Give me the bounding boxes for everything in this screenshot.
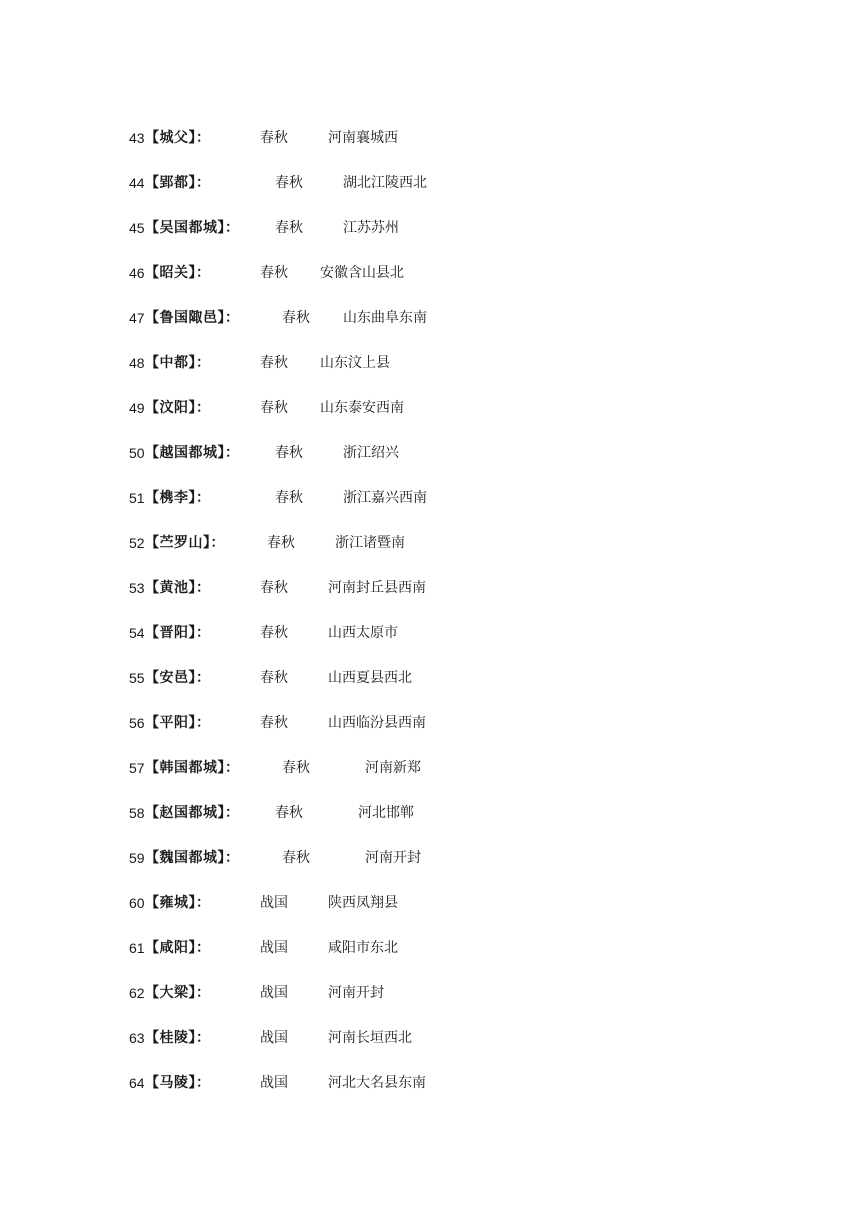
- period: 春秋: [275, 805, 303, 821]
- location: 河南封丘县西南: [328, 580, 426, 596]
- place-name: 【赵国都城】：: [145, 805, 240, 821]
- place-name: 【黄池】：: [145, 580, 211, 596]
- place-name: 【桂陵】：: [145, 1030, 211, 1046]
- location: 浙江诸暨南: [335, 535, 405, 551]
- location: 山东泰安西南: [320, 400, 404, 416]
- location: 山东曲阜东南: [343, 310, 427, 326]
- location: 河南新郑: [365, 760, 421, 776]
- entry-number: 51: [129, 490, 145, 506]
- location: 浙江绍兴: [343, 445, 399, 461]
- entry-number: 52: [129, 535, 145, 551]
- location: 江苏苏州: [343, 220, 399, 236]
- location: 河南襄城西: [328, 130, 398, 146]
- entry-number: 46: [129, 265, 145, 281]
- entry-number: 58: [129, 805, 145, 821]
- entry-number: 45: [129, 220, 145, 236]
- period: 春秋: [260, 670, 288, 686]
- period: 战国: [260, 940, 288, 956]
- place-name: 【鲁国陬邑】：: [145, 310, 240, 326]
- place-name: 【中都】：: [145, 355, 211, 371]
- place-name: 【城父】：: [145, 130, 211, 146]
- place-name: 【雍城】：: [145, 895, 211, 911]
- entry-number: 57: [129, 760, 145, 776]
- entry-number: 53: [129, 580, 145, 596]
- entry-number: 44: [129, 175, 145, 191]
- entry-number: 63: [129, 1030, 145, 1046]
- period: 春秋: [275, 175, 303, 191]
- location: 咸阳市东北: [328, 940, 398, 956]
- period: 春秋: [275, 445, 303, 461]
- entry-number: 43: [129, 130, 145, 146]
- period: 春秋: [282, 850, 310, 866]
- location: 河北邯郸: [358, 805, 414, 821]
- place-name: 【汶阳】：: [145, 400, 211, 416]
- place-name: 【咸阳】：: [145, 940, 211, 956]
- place-name: 【郢都】：: [145, 175, 211, 191]
- entry-number: 62: [129, 985, 145, 1001]
- location: 浙江嘉兴西南: [343, 490, 427, 506]
- period: 春秋: [260, 355, 288, 371]
- period: 战国: [260, 985, 288, 1001]
- place-name: 【晋阳】：: [145, 625, 211, 641]
- place-name: 【越国都城】：: [145, 445, 240, 461]
- entry-number: 55: [129, 670, 145, 686]
- location: 陕西凤翔县: [328, 895, 398, 911]
- location: 河南长垣西北: [328, 1030, 412, 1046]
- location: 河南开封: [365, 850, 421, 866]
- period: 春秋: [260, 265, 288, 281]
- period: 春秋: [260, 580, 288, 596]
- entry-number: 48: [129, 355, 145, 371]
- period: 春秋: [282, 760, 310, 776]
- place-name: 【大梁】：: [145, 985, 211, 1001]
- place-name: 【昭关】：: [145, 265, 211, 281]
- location: 河南开封: [328, 985, 384, 1001]
- entry-number: 61: [129, 940, 145, 956]
- place-name: 【槜李】：: [145, 490, 211, 506]
- period: 春秋: [260, 625, 288, 641]
- place-name: 【吴国都城】：: [145, 220, 240, 236]
- period: 春秋: [282, 310, 310, 326]
- place-name: 【魏国都城】：: [145, 850, 240, 866]
- period: 战国: [260, 1030, 288, 1046]
- period: 春秋: [260, 400, 288, 416]
- location: 山西临汾县西南: [328, 715, 426, 731]
- period: 春秋: [275, 220, 303, 236]
- period: 春秋: [267, 535, 295, 551]
- location: 安徽含山县北: [320, 265, 404, 281]
- entry-number: 54: [129, 625, 145, 641]
- entry-number: 56: [129, 715, 145, 731]
- period: 春秋: [260, 130, 288, 146]
- location: 河北大名县东南: [328, 1075, 426, 1091]
- period: 战国: [260, 1075, 288, 1091]
- entry-number: 64: [129, 1075, 145, 1091]
- place-name: 【平阳】：: [145, 715, 211, 731]
- entry-number: 49: [129, 400, 145, 416]
- location: 湖北江陵西北: [343, 175, 427, 191]
- period: 春秋: [275, 490, 303, 506]
- period: 战国: [260, 895, 288, 911]
- entry-number: 59: [129, 850, 145, 866]
- place-name: 【韩国都城】：: [145, 760, 240, 776]
- entry-number: 60: [129, 895, 145, 911]
- place-name: 【马陵】：: [145, 1075, 211, 1091]
- location: 山西夏县西北: [328, 670, 412, 686]
- place-name: 【苎罗山】：: [145, 535, 225, 551]
- location: 山东汶上县: [320, 355, 390, 371]
- entry-number: 47: [129, 310, 145, 326]
- period: 春秋: [260, 715, 288, 731]
- location: 山西太原市: [328, 625, 398, 641]
- place-name: 【安邑】：: [145, 670, 211, 686]
- entry-number: 50: [129, 445, 145, 461]
